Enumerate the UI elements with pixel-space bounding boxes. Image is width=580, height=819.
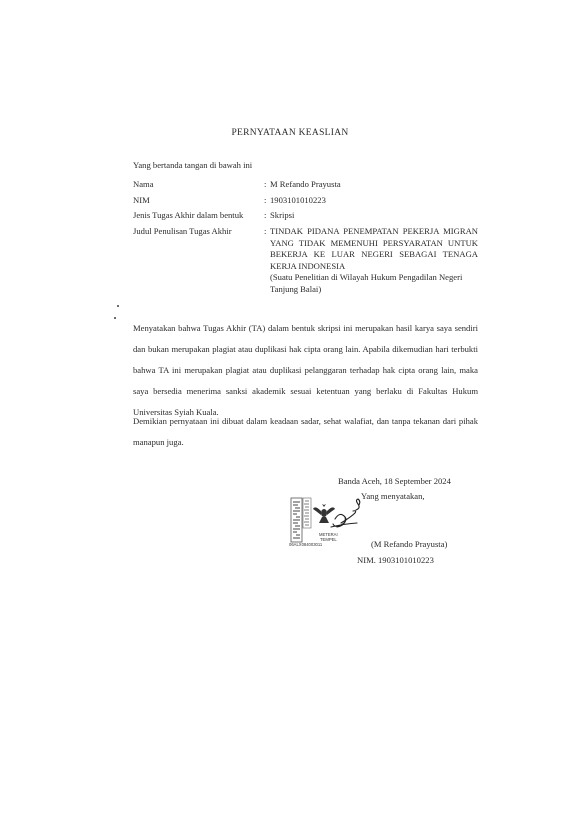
field-value: M Refando Prayusta bbox=[270, 179, 341, 189]
place-date: Banda Aceh, 18 September 2024 bbox=[338, 476, 451, 486]
field-label: Judul Penulisan Tugas Akhir bbox=[133, 226, 232, 236]
meterai-stamp bbox=[289, 495, 371, 551]
signer-nim: NIM. 1903101010223 bbox=[357, 555, 434, 565]
field-label: Nama bbox=[133, 179, 154, 189]
stamp-serial: 06ALX084003011 bbox=[289, 542, 323, 547]
closing-paragraph: Demikian pernyataan ini dibuat dalam keadaan sadar, sehat walafiat, dan tanpa tekanan dari pihak manapun juga. bbox=[133, 416, 478, 447]
signer-name: (M Refando Prayusta) bbox=[371, 539, 448, 549]
document-title: PERNYATAAN KEASLIAN bbox=[231, 128, 349, 138]
thesis-subtitle: (Suatu Penelitian di Wilayah Hukum Pengadilan Negeri Tanjung Balai) bbox=[270, 272, 463, 294]
signer-role: Yang menyatakan, bbox=[361, 491, 425, 501]
stamp-label: TEMPEL bbox=[320, 537, 337, 542]
field-label: NIM bbox=[133, 195, 150, 205]
scan-speck bbox=[117, 305, 119, 307]
document-page: PERNYATAAN KEASLIAN Yang bertanda tangan di bawah ini Nama : M Refando Prayusta NIM : 1903101010223 Jenis Tugas Akhir dalam bentuk : Skripsi Judul Penulisan Tugas Akhir : TINDAK PIDANA PENEMPATAN PEKERJA MIGRAN YANG TIDAK MEMENUHI PERSYARATAN UNTUK BEKERJA KE LUAR NEGERI SEBAGAI TENAGA KERJA INDONESIA (Suatu Penelitian di Wilayah Hukum Pengadilan Negeri Tanjung Balai) Menyatakan bahwa Tugas Akhir (TA) dalam bentuk skripsi ini merupakan hasil karya saya sendiri dan bukan merupakan plagiat atau duplikasi hak cipta orang lain. Apabila dikemudian hari terbukti bahwa TA ini merupakan plagiat atau duplikasi pelanggaran terhadap hak cipta orang lain, maka saya bersedia menerima sanksi akademik sesuai ketentuan yang berlaku di Fakultas Hukum Universitas Syiah Kuala. Demikian pernyataan ini dibuat dalam keadaan sadar, sehat walafiat, dan tanpa tekanan dari pihak manapun juga. Banda Aceh, 18 September 2024 Yang menyatakan, METERAI TEMPEL 06ALX084003011 (M Refando Prayusta) NIM. 1903101010223 bbox=[0, 0, 580, 819]
intro-text: Yang bertanda tangan di bawah ini bbox=[133, 160, 253, 170]
thesis-title: TINDAK PIDANA PENEMPATAN PEKERJA MIGRAN YANG TIDAK MEMENUHI PERSYARATAN UNTUK BEKERJA KE LUAR NEGERI SEBAGAI TENAGA KERJA INDONESIA bbox=[270, 226, 478, 271]
field-value bbox=[270, 226, 478, 296]
field-value: Skripsi bbox=[270, 210, 295, 220]
statement-paragraph: Menyatakan bahwa Tugas Akhir (TA) dalam bentuk skripsi ini merupakan hasil karya saya sendiri dan bukan merupakan plagiat atau duplikasi hak cipta orang lain. Apabila dikemudian hari terbukti bahwa TA ini merupakan plagiat atau duplikasi pelanggaran terhadap hak cipta orang lain, maka saya bersedia menerima sanksi akademik sesuai ketentuan yang berlaku di Fakultas Hukum Universitas Syiah Kuala. bbox=[133, 323, 478, 417]
scan-speck bbox=[114, 317, 116, 319]
field-value: 1903101010223 bbox=[270, 195, 326, 205]
field-label: Jenis Tugas Akhir dalam bentuk bbox=[133, 210, 244, 220]
stamp-label: METERAI bbox=[319, 532, 338, 537]
